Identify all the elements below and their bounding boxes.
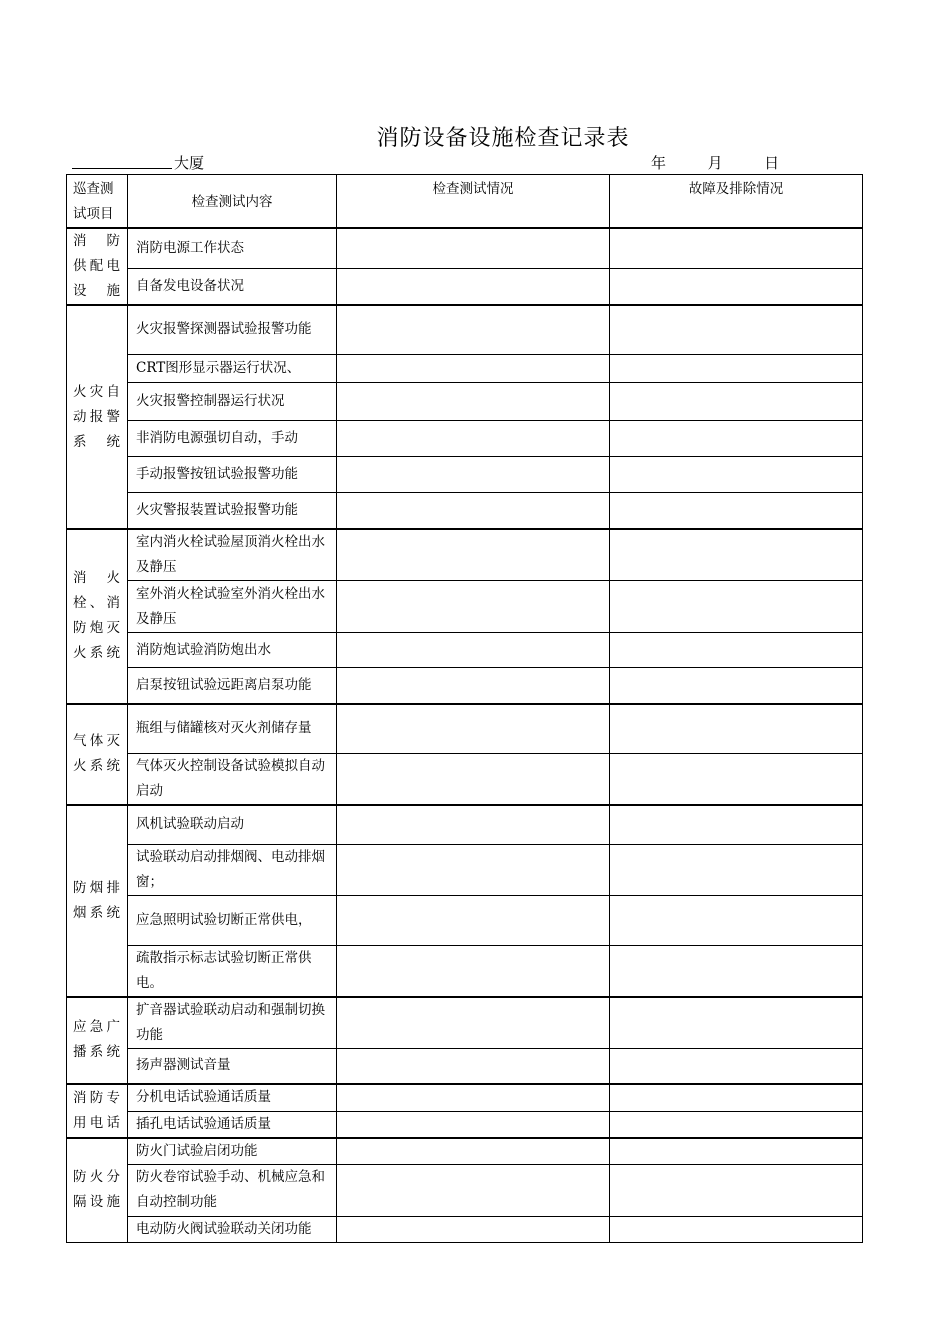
- category-cell: 应急广播系统: [67, 997, 128, 1085]
- item-cell: 防火门试验启闭功能: [128, 1138, 337, 1165]
- item-cell: 电动防火阀试验联动关闭功能: [128, 1216, 337, 1242]
- table-row: [67, 581, 863, 633]
- result-cell[interactable]: [337, 581, 610, 633]
- table-row: [67, 1111, 863, 1138]
- result-cell[interactable]: [337, 1111, 610, 1138]
- year-label: 年: [651, 154, 667, 172]
- header-fault: 故障及排除情况: [610, 175, 863, 229]
- result-cell[interactable]: [337, 228, 610, 268]
- fault-cell[interactable]: [610, 895, 863, 945]
- result-cell[interactable]: [337, 633, 610, 668]
- table-row: [67, 492, 863, 529]
- result-cell[interactable]: [337, 945, 610, 997]
- result-cell[interactable]: [337, 456, 610, 492]
- fault-cell[interactable]: [610, 997, 863, 1049]
- item-cell: 火灾报警控制器运行状况: [128, 382, 337, 420]
- item-cell: 启泵按钮试验远距离启泵功能: [128, 668, 337, 704]
- result-cell[interactable]: [337, 268, 610, 305]
- item-cell: 消防炮试验消防炮出水: [128, 633, 337, 668]
- table-row: [67, 844, 863, 895]
- item-cell: 消防电源工作状态: [128, 228, 337, 268]
- fault-cell[interactable]: [610, 1111, 863, 1138]
- fault-cell[interactable]: [610, 633, 863, 668]
- result-cell[interactable]: [337, 305, 610, 354]
- page-title: 消防设备设施检查记录表: [376, 126, 630, 151]
- month-label: 月: [707, 154, 723, 172]
- table-row: [67, 456, 863, 492]
- item-cell: 瓶组与储罐核对灭火剂储存量: [128, 704, 337, 754]
- table-row: [67, 305, 863, 354]
- result-cell[interactable]: [337, 1048, 610, 1084]
- fault-cell[interactable]: [610, 456, 863, 492]
- table-row: [67, 354, 863, 382]
- table-row: [67, 945, 863, 997]
- result-cell[interactable]: [337, 997, 610, 1049]
- item-cell: 疏散指示标志试验切断正常供电。: [128, 945, 337, 997]
- table-row: [67, 1048, 863, 1084]
- building-label: 大厦: [174, 154, 205, 172]
- category-cell: 火灾自动报警系 统: [67, 305, 128, 529]
- item-cell: 气体灭火控制设备试验模拟自动启动: [128, 754, 337, 806]
- item-cell: 室外消火栓试验室外消火栓出水及静压: [128, 581, 337, 633]
- table-row: [67, 1216, 863, 1242]
- fault-cell[interactable]: [610, 305, 863, 354]
- result-cell[interactable]: [337, 420, 610, 456]
- item-cell: 扩音器试验联动启动和强制切换功能: [128, 997, 337, 1049]
- item-cell: 火灾报警探测器试验报警功能: [128, 305, 337, 354]
- fault-cell[interactable]: [610, 1138, 863, 1165]
- fault-cell[interactable]: [610, 805, 863, 844]
- inspection-table: [66, 174, 863, 1243]
- header-category: 巡查测试项目: [67, 175, 128, 229]
- table-row: [67, 1084, 863, 1111]
- table-header-row: [67, 175, 863, 229]
- fault-cell[interactable]: [610, 668, 863, 704]
- category-cell: 消防专用电话: [67, 1084, 128, 1138]
- category-cell: 消 防 供配电 设 施: [67, 228, 128, 305]
- result-cell[interactable]: [337, 354, 610, 382]
- item-cell: 扬声器测试音量: [128, 1048, 337, 1084]
- table-row: [67, 668, 863, 704]
- table-row: [67, 895, 863, 945]
- result-cell[interactable]: [337, 1084, 610, 1111]
- item-cell: 分机电话试验通话质量: [128, 1084, 337, 1111]
- day-label: 日: [764, 154, 780, 172]
- result-cell[interactable]: [337, 704, 610, 754]
- item-cell: 手动报警按钮试验报警功能: [128, 456, 337, 492]
- fault-cell[interactable]: [610, 492, 863, 529]
- category-cell: 气体灭火系统: [67, 704, 128, 806]
- header-line: [0, 152, 950, 174]
- date-fields: [651, 152, 779, 173]
- table-row: [67, 633, 863, 668]
- table-row: [67, 704, 863, 754]
- building-name-blank: [72, 168, 172, 169]
- table-row: [67, 420, 863, 456]
- result-cell[interactable]: [337, 529, 610, 581]
- table-row: [67, 1164, 863, 1216]
- result-cell[interactable]: [337, 1138, 610, 1165]
- fault-cell[interactable]: [610, 844, 863, 895]
- fault-cell[interactable]: [610, 1084, 863, 1111]
- item-cell: 试验联动启动排烟阀、电动排烟窗；: [128, 844, 337, 895]
- result-cell[interactable]: [337, 844, 610, 895]
- result-cell[interactable]: [337, 668, 610, 704]
- item-cell: 插孔电话试验通话质量: [128, 1111, 337, 1138]
- fault-cell[interactable]: [610, 228, 863, 268]
- fault-cell[interactable]: [610, 754, 863, 806]
- fault-cell[interactable]: [610, 420, 863, 456]
- fault-cell[interactable]: [610, 1048, 863, 1084]
- category-cell: 消 火 栓、消 防炮灭 火系统: [67, 529, 128, 704]
- fault-cell[interactable]: [610, 354, 863, 382]
- item-cell: 风机试验联动启动: [128, 805, 337, 844]
- item-cell: 非消防电源强切自动，手动: [128, 420, 337, 456]
- result-cell[interactable]: [337, 895, 610, 945]
- item-cell: 室内消火栓试验屋顶消火栓出水及静压: [128, 529, 337, 581]
- category-cell: 防烟排烟系统: [67, 805, 128, 997]
- result-cell[interactable]: [337, 1216, 610, 1242]
- fault-cell[interactable]: [610, 382, 863, 420]
- result-cell[interactable]: [337, 382, 610, 420]
- item-cell: CRT图形显示器运行状况、: [128, 354, 337, 382]
- fault-cell[interactable]: [610, 704, 863, 754]
- fault-cell[interactable]: [610, 1216, 863, 1242]
- result-cell[interactable]: [337, 1164, 610, 1216]
- table-row: [67, 805, 863, 844]
- header-content: 检查测试内容: [128, 175, 337, 229]
- fault-cell[interactable]: [610, 1164, 863, 1216]
- table-row: [67, 754, 863, 806]
- fault-cell[interactable]: [610, 529, 863, 581]
- table-row: [67, 382, 863, 420]
- table-row: [67, 529, 863, 581]
- result-cell[interactable]: [337, 754, 610, 806]
- table-row: [67, 228, 863, 268]
- item-cell: 火灾警报装置试验报警功能: [128, 492, 337, 529]
- result-cell[interactable]: [337, 492, 610, 529]
- table-row: [67, 1138, 863, 1165]
- item-cell: 防火卷帘试验手动、机械应急和自动控制功能: [128, 1164, 337, 1216]
- table-row: [67, 997, 863, 1049]
- header-result: 检查测试情况: [337, 175, 610, 229]
- fault-cell[interactable]: [610, 581, 863, 633]
- item-cell: 自备发电设备状况: [128, 268, 337, 305]
- item-cell: 应急照明试验切断正常供电，: [128, 895, 337, 945]
- fault-cell[interactable]: [610, 268, 863, 305]
- fault-cell[interactable]: [610, 945, 863, 997]
- category-cell: 防火分隔设施: [67, 1138, 128, 1243]
- result-cell[interactable]: [337, 805, 610, 844]
- table-row: [67, 268, 863, 305]
